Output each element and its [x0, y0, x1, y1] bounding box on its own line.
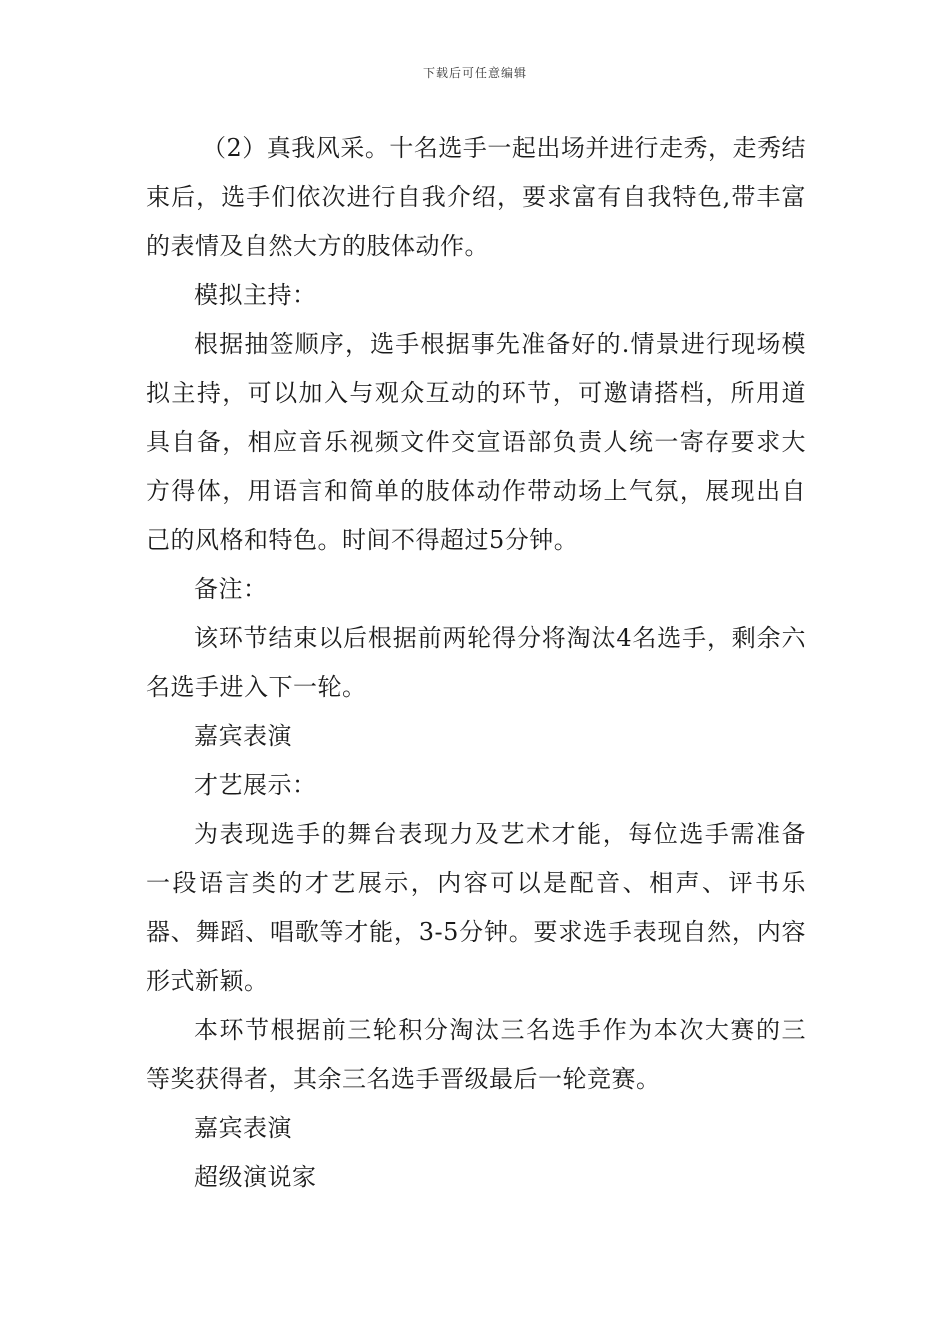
heading-super-speaker: 超级演说家: [194, 1163, 317, 1191]
paragraph-remarks: 该环节结束以后根据前两轮得分将淘汰4名选手，剩余六名选手进入下一轮。: [146, 624, 806, 701]
heading-guest-performance: 嘉宾表演: [194, 722, 292, 750]
paragraph-talent-show: 为表现选手的舞台表现力及艺术才能，每位选手需准备一段语言类的才艺展示，内容可以是配音、相声、评书乐器、舞蹈、唱歌等才能，3-5分钟。要求选手表现自然，内容形式新颖。: [146, 820, 806, 995]
paragraph-style-showcase: （2）真我风采。十名选手一起出场并进行走秀，走秀结束后，选手们依次进行自我介绍，要求富有自我特色,带丰富的表情及自然大方的肢体动作。: [146, 134, 806, 260]
page-header: 下载后可任意编辑: [422, 66, 527, 80]
heading-remarks: 备注：: [194, 575, 268, 603]
heading-mock-hosting: 模拟主持：: [194, 281, 317, 309]
paragraph-mock-hosting: 根据抽签顺序，选手根据事先准备好的.情景进行现场模拟主持，可以加入与观众互动的环节，可邀请搭档，所用道具自备，相应音乐视频文件交宣语部负责人统一寄存要求大方得体，用语言和简单的肢体动作带动场上气氛，展现出自己的风格和特色。时间不得超过5分钟。: [146, 330, 806, 554]
heading-talent-show: 才艺展示：: [194, 771, 317, 799]
heading-guest-performance-2: 嘉宾表演: [194, 1114, 292, 1142]
document-body: [146, 124, 806, 1202]
paragraph-elimination: 本环节根据前三轮积分淘汰三名选手作为本次大赛的三等奖获得者，其余三名选手晋级最后一轮竞赛。: [146, 1016, 806, 1093]
